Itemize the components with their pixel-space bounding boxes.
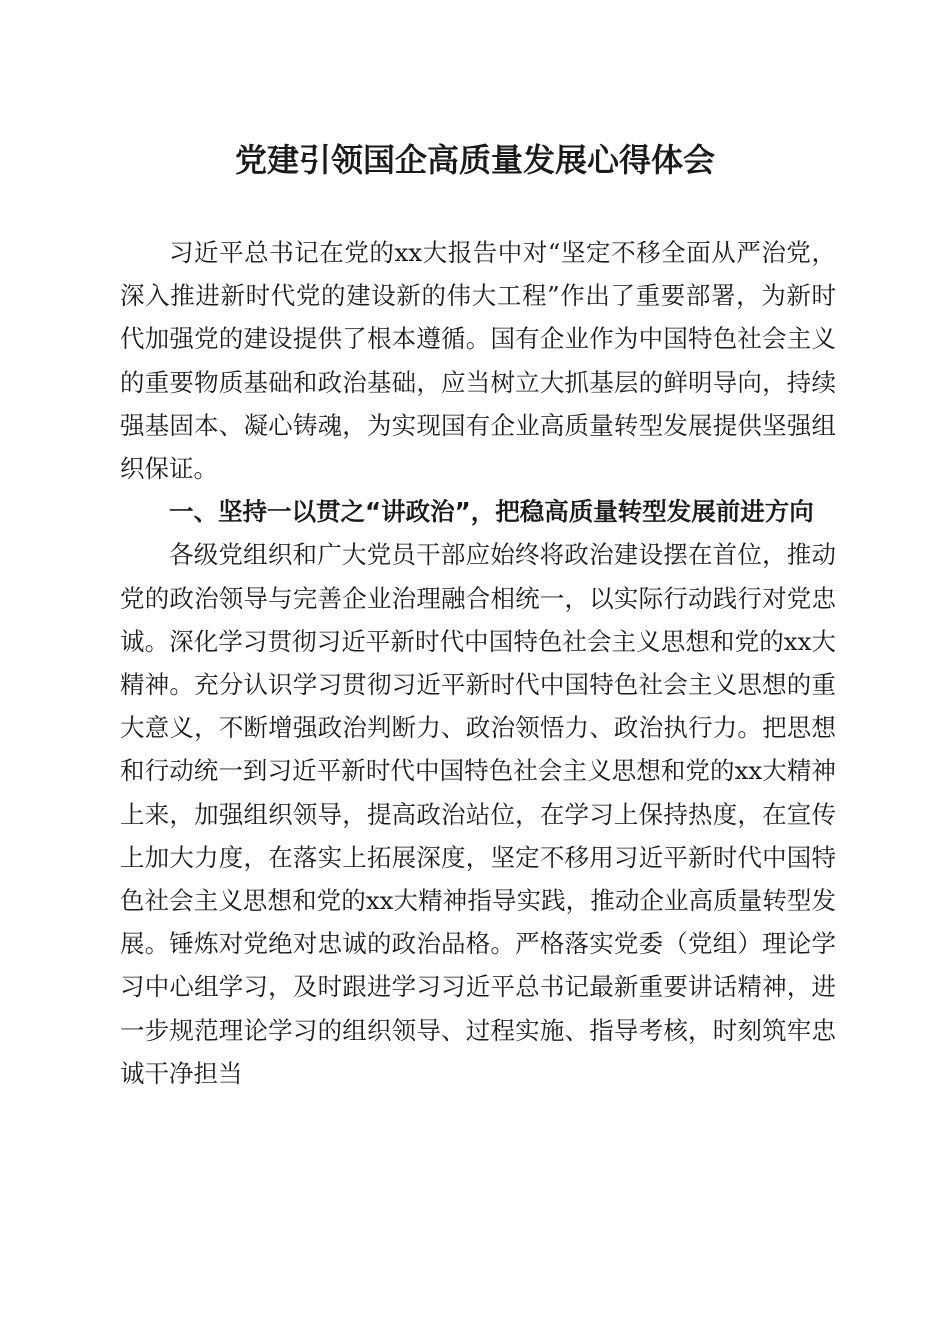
section-1-paragraph: 各级党组织和广大党员干部应始终将政治建设摆在首位，推动党的政治领导与完善企业治理融合相统一，以实际行动践行对党忠诚。深化学习贯彻习近平新时代中国特色社会主义思想和党的xx大精神。充分认识学习贯彻习近平新时代中国特色社会主义思想的重大意义，不断增强政治判断力、政治领悟力、政治执行力。把思想和行动统一到习近平新时代中国特色社会主义思想和党的xx大精神上来，加强组织领导，提高政治站位，在学习上保持热度，在宣传上加大力度，在落实上拓展深度，坚定不移用习近平新时代中国特色社会主义思想和党的xx大精神指导实践，推动企业高质量转型发展。锤炼对党绝对忠诚的政治品格。严格落实党委（党组）理论学习中心组学习，及时跟进学习习近平总书记最新重要讲话精神，进一步规范理论学习的组织领导、过程实施、指导考核，时刻筑牢忠诚干净担当 <box>120 540 836 1088</box>
document-title: 党建引领国企高质量发展心得体会 <box>234 141 715 179</box>
document-body <box>120 231 836 1095</box>
intro-paragraph: 习近平总书记在党的xx大报告中对“坚定不移全面从严治党，深入推进新时代党的建设新的伟大工程”作出了重要部署，为新时代加强党的建设提供了根本遵循。国有企业作为中国特色社会主义的重要物质基础和政治基础，应当树立大抓基层的鲜明导向，持续强基固本、凝心铸魂，为实现国有企业高质量转型发展提供坚强组织保证。 <box>120 238 836 484</box>
section-heading-1: 一、坚持一以贯之“讲政治”，把稳高质量转型发展前进方向 <box>169 497 814 527</box>
